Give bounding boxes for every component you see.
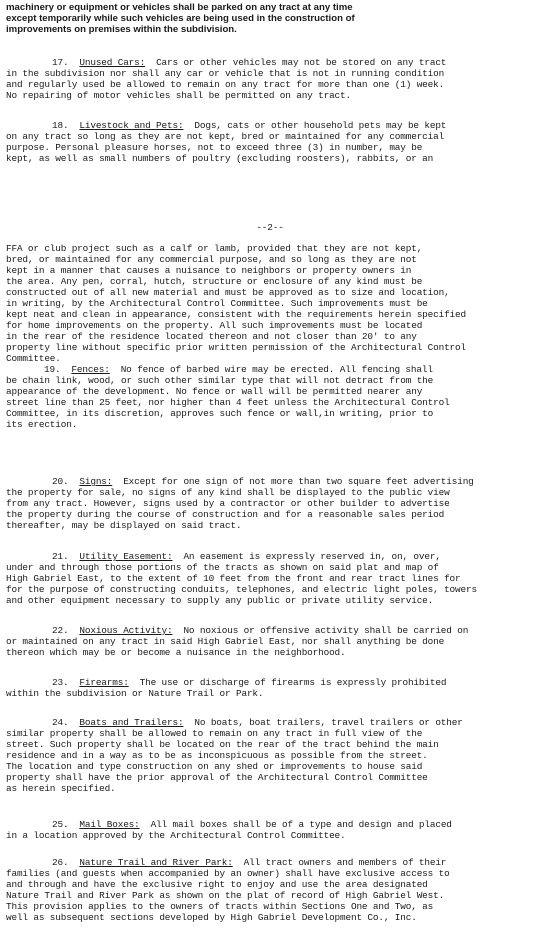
section-20 [6,476,532,531]
section-21 [6,551,532,606]
section-line: and other equipment necessary to supply any public or private utility service. [6,595,434,606]
section-line: bred, or maintained for any commercial purpose, and so long as they are not [6,254,417,265]
section-title: Livestock and Pets: [79,120,184,131]
section-line: Except for one sign of not more than two square feet advertising [123,476,474,487]
section-line: similar property shall be allowed to remain on any tract in full view of the [6,728,423,739]
section-line: and through and have the exclusive right to enjoy and use the area designated [6,879,428,890]
section-line: No repairing of motor vehicles shall be permitted on any tract. [6,90,351,101]
section-number: 19. [44,364,61,375]
section-line: constructed out of all new material and must be approved as to size and location, [6,287,450,298]
section-line: Committee, in its discretion, approves such fence or wall,in writing, prior to [6,408,434,419]
section-number: 20. [52,476,69,487]
section-25 [6,819,532,841]
section-line: property line without specific prior written permission of the Architectural Control [6,342,466,353]
section-line: the property during the course of construction and for a reasonable sales period [6,509,445,520]
section-line: for the purpose of constructing conduits, telephones, and electric light poles, towers [6,584,477,595]
section-number: 22. [52,625,69,636]
section-title: Firearms: [79,677,129,688]
section-line: as herein specified. [6,783,116,794]
header-paragraph [6,2,532,35]
section-line: High Gabriel East, to the extent of 10 feet from the front and rear tract lines for [6,573,461,584]
section-line: kept, as well as small numbers of poultry (excluding roosters), rabbits, or an [6,153,434,164]
section-title: Signs: [79,476,113,487]
section-line: The location and type construction on any shed or improvements to house said [6,761,423,772]
section-line: in the rear of the residence located thereon and not closer than 20' to any [6,331,417,342]
section-line: Cars or other vehicles may not be stored on any tract [156,57,447,68]
section-23 [6,677,532,699]
header-line: machinery or equipment or vehicles shall be parked on any tract at any time [6,2,353,13]
section-line: or maintained on any tract in said High Gabriel East, nor shall anything be done [6,636,445,647]
section-title: Nature Trail and River Park: [79,857,233,868]
section-title: Noxious Activity: [79,625,173,636]
section-line: residence and in a way as to be as inconspicuous as possible from the street. [6,750,428,761]
page-number: --2-- [256,222,284,233]
header-line: improvements on premises within the subdivision. [6,24,237,35]
section-line: within the subdivision or Nature Trail or Park. [6,688,264,699]
section-line: Committee. [6,353,61,364]
section-line: from any tract. However, signs used by a contractor or other builder to advertise [6,498,450,509]
section-line: street line than 25 feet, nor higher than 4 feet unless the Architectural Control [6,397,450,408]
section-line: its erection. [6,419,78,430]
section-number: 26. [52,857,69,868]
section-title: Unused Cars: [79,57,146,68]
section-line: thereon which may be or become a nuisance in the neighborhood. [6,647,346,658]
header-line: except temporarily while such vehicles are being used in the construction of [6,13,355,24]
section-line: well as subsequent sections developed by High Gabriel Development Co., Inc. [6,912,417,923]
section-title: Boats and Trailers: [79,717,184,728]
section-line: Dogs, cats or other household pets may be kept [194,120,447,131]
section-line: All tract owners and members of their [243,857,447,868]
section-line: appearance of the development. No fence or wall will be permitted nearer any [6,386,423,397]
section-title: Mail Boxes: [79,819,140,830]
section-line: FFA or club project such as a calf or lamb, provided that they are not kept, [6,243,423,254]
section-line: the property for sale, no signs of any kind shall be displayed to the public view [6,487,450,498]
section-line: for home improvements on the property. All such improvements must be located [6,320,423,331]
section-line: in the subdivision nor shall any car or vehicle that is not in running condition [6,68,445,79]
section-line: thereafter, may be displayed on said tract. [6,520,242,531]
section-line: No fence of barbed wire may be erected. All fencing shall [120,364,433,375]
section-line: This provision applies to the owners of tracts within Sections One and Two, as [6,901,434,912]
section-number: 23. [52,677,69,688]
section-line: No boats, boat trailers, travel trailers or other [194,717,463,728]
section-line: Nature Trail and River Park as shown on the plat of record of High Gabriel West. [6,890,445,901]
section-line: kept in a manner that causes a nuisance to neighbors or property owners in [6,265,412,276]
section-18-continued [6,243,532,364]
section-24 [6,717,532,794]
section-line: families (and guests when accompanied by an owner) shall have exclusive access to [6,868,450,879]
section-22 [6,625,532,658]
section-line: street. Such property shall be located on the rear of the tract behind the main [6,739,439,750]
section-line: All mail boxes shall be of a type and design and placed [150,819,452,830]
section-title: Fences: [71,364,110,375]
section-title: Utility Easement: [79,551,173,562]
section-19 [6,364,532,430]
section-number: 21. [52,551,69,562]
section-line: kept neat and clean in appearance, consistent with the requirements herein specified [6,309,466,320]
section-line: under and through those portions of the tracts as shown on said plat and map of [6,562,439,573]
section-line: be chain link, wood, or such other similar type that will not detract from the [6,375,434,386]
section-number: 25. [52,819,69,830]
section-line: in a location approved by the Architectural Control Committee. [6,830,346,841]
section-line: on any tract so long as they are not kept, bred or maintained for any commercial [6,131,445,142]
section-line: purpose. Personal pleasure horses, not to exceed three (3) in number, may be [6,142,423,153]
section-number: 24. [52,717,69,728]
section-line: and regularly used be allowed to remain on any tract for more than one (1) week. [6,79,445,90]
section-number: 17. [52,57,69,68]
section-line: the area. Any pen, corral, hutch, structure or enclosure of any kind must be [6,276,423,287]
section-line: The use or discharge of firearms is expressly prohibited [139,677,447,688]
section-18 [6,120,532,164]
section-number: 18. [52,120,69,131]
section-17 [6,57,532,101]
section-line: No noxious or offensive activity shall be carried on [183,625,469,636]
section-line: in writing, by the Architectural Control Committee. Such improvements must be [6,298,428,309]
section-26 [6,857,532,923]
section-line: An easement is expressly reserved in, on, over, [183,551,441,562]
section-line: property shall have the prior approval of the Architectural Control Committee [6,772,428,783]
